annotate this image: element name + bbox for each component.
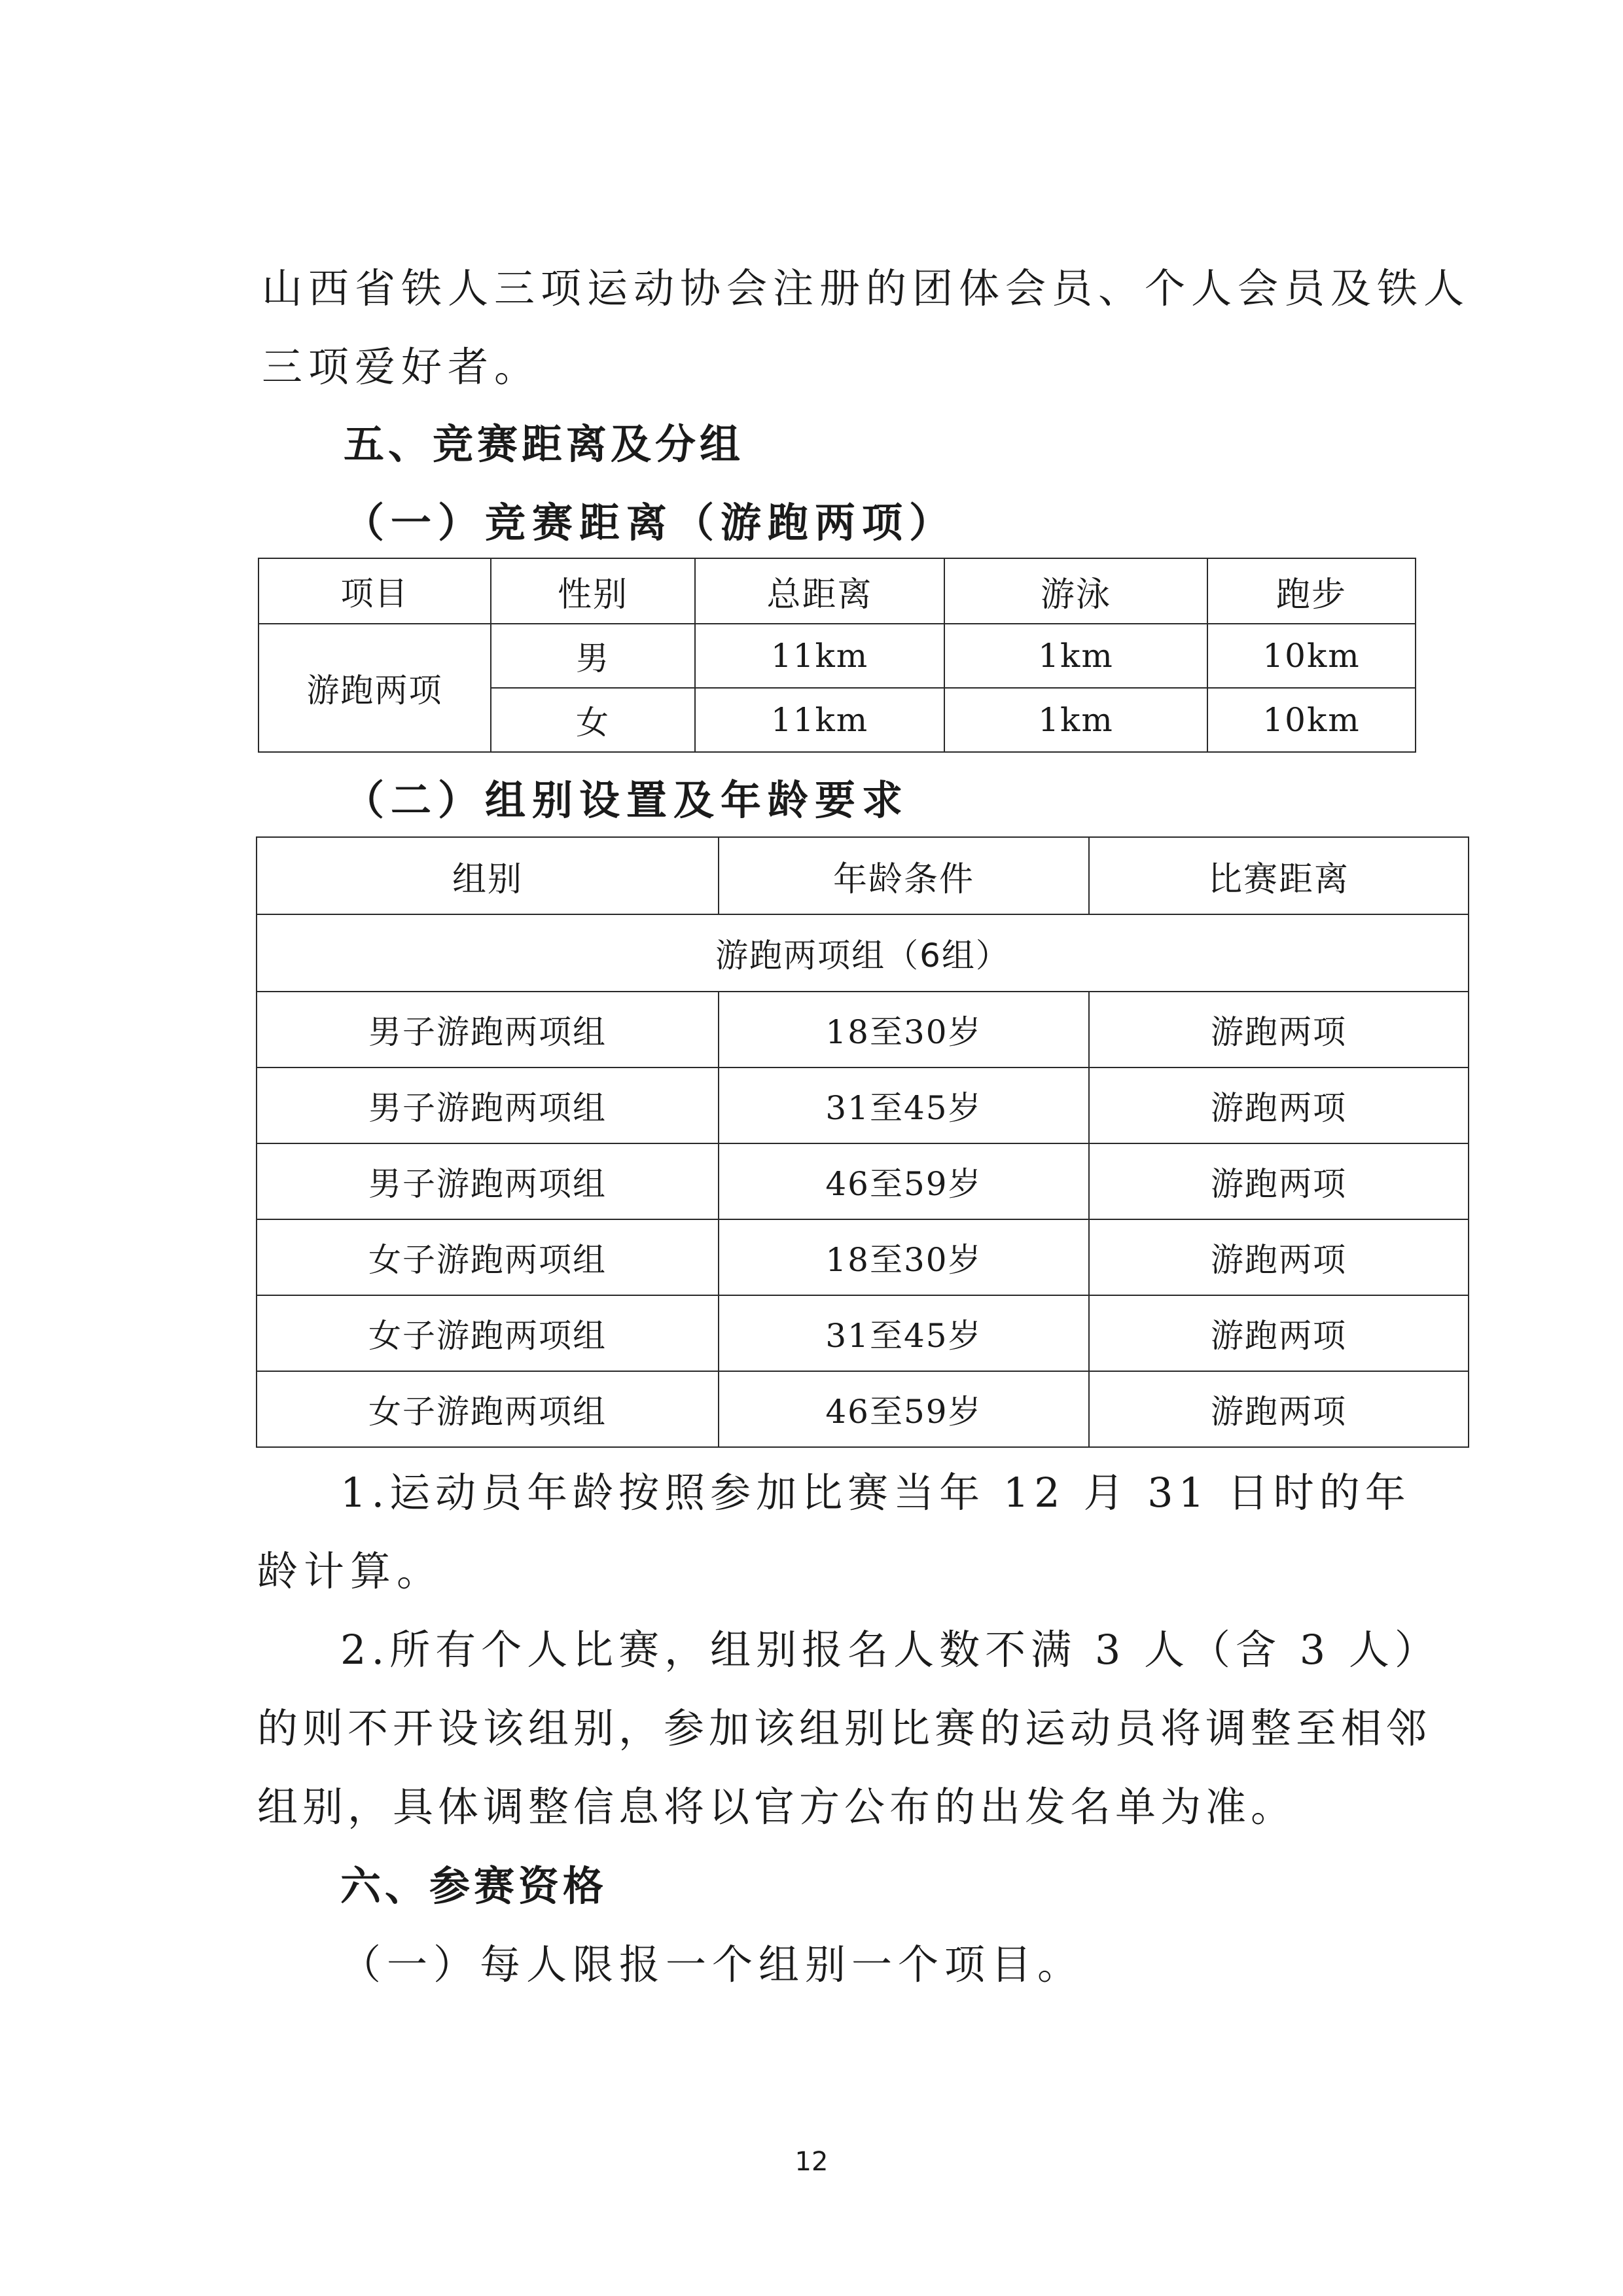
run-distance-cell: 10km <box>1207 688 1416 752</box>
total-distance-cell: 11km <box>695 624 944 688</box>
group-cell: 女子游跑两项组 <box>257 1219 719 1295</box>
note-2-line-3: 组别，具体调整信息将以官方公布的出发名单为准。 <box>257 1783 1296 1831</box>
table-row <box>259 624 1416 688</box>
group-table-header-row <box>257 837 1469 914</box>
subsection-distance-heading: （一）竞赛距离（游跑两项） <box>344 499 957 547</box>
distance-cell: 游跑两项 <box>1089 1295 1469 1371</box>
run-distance-cell: 10km <box>1207 624 1416 688</box>
event-cell: 游跑两项 <box>259 624 491 752</box>
group-cell: 女子游跑两项组 <box>257 1295 719 1371</box>
distance-table-header-row <box>259 558 1416 624</box>
intro-paragraph-line-1: 山西省铁人三项运动协会注册的团体会员、个人会员及铁人 <box>262 264 1471 312</box>
distance-table <box>258 558 1416 753</box>
distance-cell: 游跑两项 <box>1089 1067 1469 1143</box>
age-cell: 18至30岁 <box>719 992 1089 1067</box>
age-cell: 46至59岁 <box>719 1143 1089 1219</box>
group-section-row <box>257 914 1469 992</box>
note-2-line-2: 的则不开设该组别，参加该组别比赛的运动员将调整至相邻 <box>257 1704 1432 1752</box>
distance-cell: 游跑两项 <box>1089 1143 1469 1219</box>
header-group: 组别 <box>257 837 719 914</box>
distance-cell: 游跑两项 <box>1089 992 1469 1067</box>
table-row <box>257 1371 1469 1447</box>
group-cell: 女子游跑两项组 <box>257 1371 719 1447</box>
age-cell: 31至45岁 <box>719 1295 1089 1371</box>
table-row <box>257 992 1469 1067</box>
gender-cell: 男 <box>491 624 695 688</box>
group-cell: 男子游跑两项组 <box>257 992 719 1067</box>
total-distance-cell: 11km <box>695 688 944 752</box>
table-row <box>257 1143 1469 1219</box>
group-cell: 男子游跑两项组 <box>257 1067 719 1143</box>
header-run: 跑步 <box>1207 558 1416 624</box>
header-gender: 性别 <box>491 558 695 624</box>
header-swim: 游泳 <box>944 558 1207 624</box>
subsection-6-1-text: （一）每人限报一个组别一个项目。 <box>340 1941 1084 1988</box>
header-total-distance: 总距离 <box>695 558 944 624</box>
table-row <box>257 1295 1469 1371</box>
group-table <box>256 836 1469 1448</box>
swim-distance-cell: 1km <box>944 624 1207 688</box>
table-row <box>257 1219 1469 1295</box>
section-5-heading: 五、竞赛距离及分组 <box>344 420 745 468</box>
intro-paragraph-line-2: 三项爱好者。 <box>262 343 541 391</box>
note-2-line-1: 2.所有个人比赛，组别报名人数不满 3 人（含 3 人） <box>340 1626 1440 1674</box>
group-cell: 男子游跑两项组 <box>257 1143 719 1219</box>
header-event: 项目 <box>259 558 491 624</box>
age-cell: 31至45岁 <box>719 1067 1089 1143</box>
distance-cell: 游跑两项 <box>1089 1371 1469 1447</box>
age-cell: 18至30岁 <box>719 1219 1089 1295</box>
table-row <box>257 1067 1469 1143</box>
subsection-groups-heading: （二）组别设置及年龄要求 <box>344 776 910 824</box>
note-1-line-1: 1.运动员年龄按照参加比赛当年 12 月 31 日时的年 <box>340 1469 1411 1516</box>
header-age-condition: 年龄条件 <box>719 837 1089 914</box>
distance-cell: 游跑两项 <box>1089 1219 1469 1295</box>
group-section-label: 游跑两项组（6组） <box>257 914 1469 992</box>
gender-cell: 女 <box>491 688 695 752</box>
page-number: 12 <box>794 2147 829 2177</box>
header-race-distance: 比赛距离 <box>1089 837 1469 914</box>
swim-distance-cell: 1km <box>944 688 1207 752</box>
age-cell: 46至59岁 <box>719 1371 1089 1447</box>
note-1-line-2: 龄计算。 <box>257 1547 444 1595</box>
section-6-heading: 六、参赛资格 <box>340 1862 608 1910</box>
